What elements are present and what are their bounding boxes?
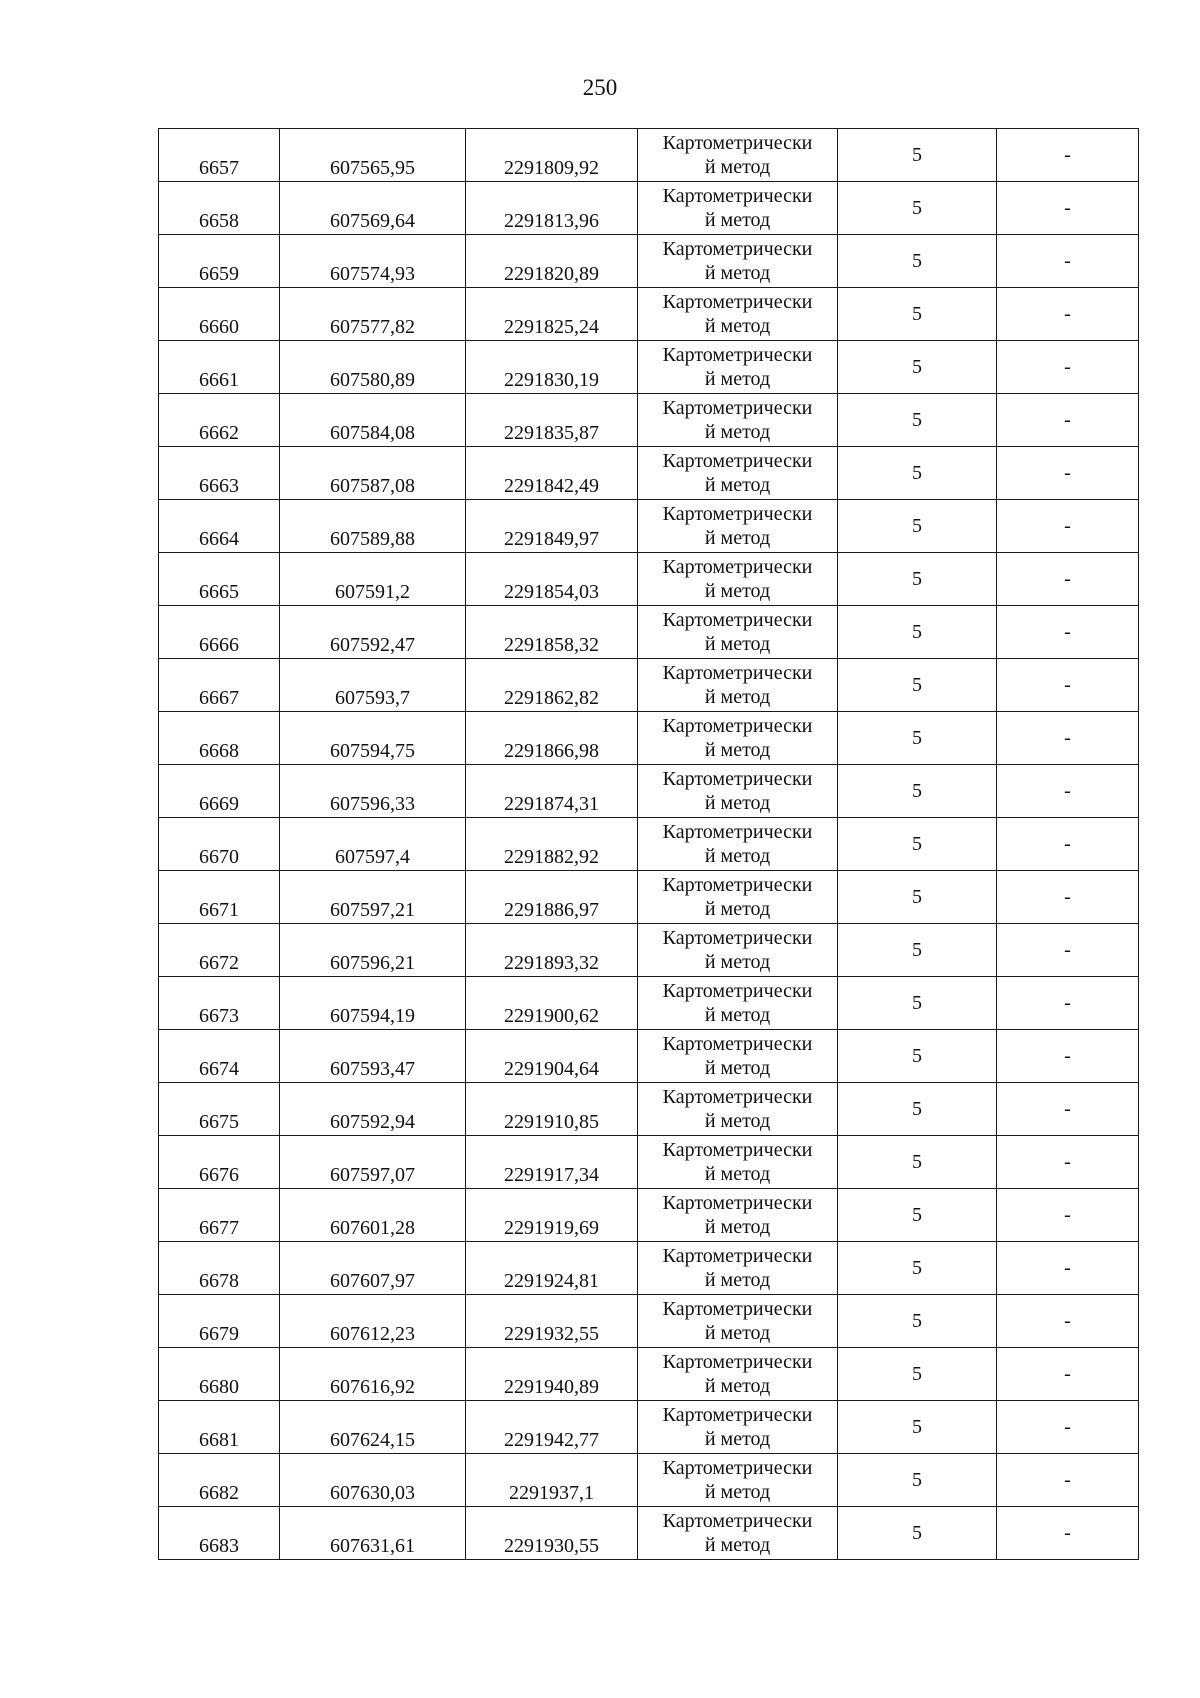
point-number-cell: 6681 — [159, 1401, 280, 1454]
method-cell — [638, 553, 838, 606]
accuracy-cell: 5 — [838, 235, 997, 288]
note-cell: - — [997, 394, 1139, 447]
accuracy-cell: 5 — [838, 765, 997, 818]
method-cell — [638, 1242, 838, 1295]
accuracy-cell: 5 — [838, 1507, 997, 1560]
point-number-cell: 6679 — [159, 1295, 280, 1348]
x-coordinate-cell: 607596,21 — [280, 924, 466, 977]
method-line-1: Картометрически — [662, 1298, 813, 1320]
method-line-2: й метод — [704, 792, 771, 814]
table-row — [159, 765, 1139, 818]
method-cell — [638, 818, 838, 871]
table-row — [159, 1401, 1139, 1454]
method-line-2: й метод — [704, 1375, 771, 1397]
table-row — [159, 606, 1139, 659]
note-cell: - — [997, 765, 1139, 818]
method-line-2: й метод — [704, 686, 771, 708]
y-coordinate-cell: 2291900,62 — [466, 977, 638, 1030]
table-row — [159, 818, 1139, 871]
point-number-cell: 6676 — [159, 1136, 280, 1189]
point-number-cell: 6673 — [159, 977, 280, 1030]
y-coordinate-cell: 2291835,87 — [466, 394, 638, 447]
point-number-cell: 6672 — [159, 924, 280, 977]
table-row — [159, 447, 1139, 500]
x-coordinate-cell: 607601,28 — [280, 1189, 466, 1242]
method-line-1: Картометрически — [662, 662, 813, 684]
accuracy-cell: 5 — [838, 394, 997, 447]
point-number-cell: 6670 — [159, 818, 280, 871]
point-number-cell: 6667 — [159, 659, 280, 712]
table-row — [159, 659, 1139, 712]
method-cell — [638, 977, 838, 1030]
point-number-cell: 6682 — [159, 1454, 280, 1507]
y-coordinate-cell: 2291937,1 — [466, 1454, 638, 1507]
coordinates-table — [158, 128, 1139, 1560]
method-line-2: й метод — [704, 845, 771, 867]
method-line-1: Картометрически — [662, 927, 813, 949]
y-coordinate-cell: 2291858,32 — [466, 606, 638, 659]
table-row — [159, 1136, 1139, 1189]
y-coordinate-cell: 2291930,55 — [466, 1507, 638, 1560]
method-line-1: Картометрически — [662, 1351, 813, 1373]
table-row — [159, 712, 1139, 765]
table-row — [159, 1348, 1139, 1401]
x-coordinate-cell: 607616,92 — [280, 1348, 466, 1401]
table-row — [159, 1189, 1139, 1242]
y-coordinate-cell: 2291830,19 — [466, 341, 638, 394]
note-cell: - — [997, 1030, 1139, 1083]
table-row — [159, 924, 1139, 977]
method-line-1: Картометрически — [662, 556, 813, 578]
method-line-1: Картометрически — [662, 397, 813, 419]
note-cell: - — [997, 924, 1139, 977]
note-cell: - — [997, 818, 1139, 871]
y-coordinate-cell: 2291813,96 — [466, 182, 638, 235]
accuracy-cell: 5 — [838, 500, 997, 553]
x-coordinate-cell: 607587,08 — [280, 447, 466, 500]
point-number-cell: 6663 — [159, 447, 280, 500]
method-line-2: й метод — [704, 368, 771, 390]
method-cell — [638, 1507, 838, 1560]
accuracy-cell: 5 — [838, 1030, 997, 1083]
note-cell: - — [997, 712, 1139, 765]
point-number-cell: 6671 — [159, 871, 280, 924]
accuracy-cell: 5 — [838, 1083, 997, 1136]
x-coordinate-cell: 607594,75 — [280, 712, 466, 765]
method-line-1: Картометрически — [662, 1086, 813, 1108]
accuracy-cell: 5 — [838, 553, 997, 606]
point-number-cell: 6661 — [159, 341, 280, 394]
method-line-2: й метод — [704, 315, 771, 337]
method-line-1: Картометрически — [662, 609, 813, 631]
method-line-1: Картометрически — [662, 1510, 813, 1532]
accuracy-cell: 5 — [838, 129, 997, 182]
y-coordinate-cell: 2291882,92 — [466, 818, 638, 871]
method-line-1: Картометрически — [662, 238, 813, 260]
method-line-1: Картометрически — [662, 291, 813, 313]
method-line-1: Картометрически — [662, 450, 813, 472]
x-coordinate-cell: 607589,88 — [280, 500, 466, 553]
method-line-2: й метод — [704, 1481, 771, 1503]
note-cell: - — [997, 500, 1139, 553]
x-coordinate-cell: 607596,33 — [280, 765, 466, 818]
method-line-1: Картометрически — [662, 1457, 813, 1479]
table-row — [159, 1454, 1139, 1507]
x-coordinate-cell: 607593,47 — [280, 1030, 466, 1083]
note-cell: - — [997, 447, 1139, 500]
note-cell: - — [997, 129, 1139, 182]
x-coordinate-cell: 607630,03 — [280, 1454, 466, 1507]
method-line-2: й метод — [704, 527, 771, 549]
note-cell: - — [997, 659, 1139, 712]
method-line-2: й метод — [704, 1216, 771, 1238]
y-coordinate-cell: 2291917,34 — [466, 1136, 638, 1189]
accuracy-cell: 5 — [838, 871, 997, 924]
note-cell: - — [997, 1242, 1139, 1295]
method-line-1: Картометрически — [662, 344, 813, 366]
note-cell: - — [997, 553, 1139, 606]
y-coordinate-cell: 2291940,89 — [466, 1348, 638, 1401]
point-number-cell: 6683 — [159, 1507, 280, 1560]
method-line-1: Картометрически — [662, 1139, 813, 1161]
note-cell: - — [997, 182, 1139, 235]
x-coordinate-cell: 607597,07 — [280, 1136, 466, 1189]
note-cell: - — [997, 1401, 1139, 1454]
x-coordinate-cell: 607592,47 — [280, 606, 466, 659]
method-line-1: Картометрически — [662, 132, 813, 154]
note-cell: - — [997, 606, 1139, 659]
table-row — [159, 1083, 1139, 1136]
accuracy-cell: 5 — [838, 924, 997, 977]
method-line-2: й метод — [704, 951, 771, 973]
x-coordinate-cell: 607565,95 — [280, 129, 466, 182]
point-number-cell: 6658 — [159, 182, 280, 235]
method-line-1: Картометрически — [662, 503, 813, 525]
note-cell: - — [997, 235, 1139, 288]
point-number-cell: 6662 — [159, 394, 280, 447]
table-row — [159, 553, 1139, 606]
method-cell — [638, 235, 838, 288]
point-number-cell: 6666 — [159, 606, 280, 659]
method-line-2: й метод — [704, 1057, 771, 1079]
accuracy-cell: 5 — [838, 1348, 997, 1401]
point-number-cell: 6664 — [159, 500, 280, 553]
method-cell — [638, 659, 838, 712]
y-coordinate-cell: 2291910,85 — [466, 1083, 638, 1136]
method-cell — [638, 129, 838, 182]
x-coordinate-cell: 607591,2 — [280, 553, 466, 606]
table-row — [159, 288, 1139, 341]
method-cell — [638, 1189, 838, 1242]
method-line-2: й метод — [704, 1004, 771, 1026]
y-coordinate-cell: 2291942,77 — [466, 1401, 638, 1454]
accuracy-cell: 5 — [838, 977, 997, 1030]
accuracy-cell: 5 — [838, 288, 997, 341]
y-coordinate-cell: 2291820,89 — [466, 235, 638, 288]
method-line-2: й метод — [704, 1269, 771, 1291]
method-line-2: й метод — [704, 739, 771, 761]
accuracy-cell: 5 — [838, 1242, 997, 1295]
method-line-2: й метод — [704, 209, 771, 231]
y-coordinate-cell: 2291842,49 — [466, 447, 638, 500]
note-cell: - — [997, 977, 1139, 1030]
y-coordinate-cell: 2291862,82 — [466, 659, 638, 712]
note-cell: - — [997, 1454, 1139, 1507]
note-cell: - — [997, 1295, 1139, 1348]
method-line-2: й метод — [704, 633, 771, 655]
method-line-2: й метод — [704, 156, 771, 178]
method-cell — [638, 182, 838, 235]
table-row — [159, 977, 1139, 1030]
point-number-cell: 6668 — [159, 712, 280, 765]
y-coordinate-cell: 2291904,64 — [466, 1030, 638, 1083]
y-coordinate-cell: 2291849,97 — [466, 500, 638, 553]
x-coordinate-cell: 607584,08 — [280, 394, 466, 447]
method-cell — [638, 288, 838, 341]
method-line-1: Картометрически — [662, 768, 813, 790]
method-line-2: й метод — [704, 898, 771, 920]
y-coordinate-cell: 2291866,98 — [466, 712, 638, 765]
method-line-1: Картометрически — [662, 1245, 813, 1267]
method-line-2: й метод — [704, 421, 771, 443]
note-cell: - — [997, 288, 1139, 341]
table-row — [159, 235, 1139, 288]
x-coordinate-cell: 607624,15 — [280, 1401, 466, 1454]
method-cell — [638, 712, 838, 765]
point-number-cell: 6660 — [159, 288, 280, 341]
accuracy-cell: 5 — [838, 341, 997, 394]
x-coordinate-cell: 607612,23 — [280, 1295, 466, 1348]
note-cell: - — [997, 341, 1139, 394]
method-line-2: й метод — [704, 1163, 771, 1185]
method-cell — [638, 1401, 838, 1454]
note-cell: - — [997, 1136, 1139, 1189]
x-coordinate-cell: 607593,7 — [280, 659, 466, 712]
method-line-2: й метод — [704, 262, 771, 284]
method-line-1: Картометрически — [662, 821, 813, 843]
y-coordinate-cell: 2291932,55 — [466, 1295, 638, 1348]
point-number-cell: 6678 — [159, 1242, 280, 1295]
table-row — [159, 182, 1139, 235]
method-cell — [638, 341, 838, 394]
method-line-1: Картометрически — [662, 1033, 813, 1055]
method-line-1: Картометрически — [662, 1404, 813, 1426]
y-coordinate-cell: 2291809,92 — [466, 129, 638, 182]
y-coordinate-cell: 2291874,31 — [466, 765, 638, 818]
y-coordinate-cell: 2291924,81 — [466, 1242, 638, 1295]
accuracy-cell: 5 — [838, 606, 997, 659]
method-cell — [638, 871, 838, 924]
x-coordinate-cell: 607577,82 — [280, 288, 466, 341]
note-cell: - — [997, 871, 1139, 924]
accuracy-cell: 5 — [838, 1454, 997, 1507]
method-line-2: й метод — [704, 1534, 771, 1556]
point-number-cell: 6680 — [159, 1348, 280, 1401]
note-cell: - — [997, 1189, 1139, 1242]
table-row — [159, 341, 1139, 394]
table-row — [159, 1295, 1139, 1348]
method-line-1: Картометрически — [662, 1192, 813, 1214]
method-line-2: й метод — [704, 1322, 771, 1344]
accuracy-cell: 5 — [838, 1295, 997, 1348]
method-cell — [638, 1136, 838, 1189]
method-line-1: Картометрически — [662, 980, 813, 1002]
x-coordinate-cell: 607574,93 — [280, 235, 466, 288]
method-line-2: й метод — [704, 1428, 771, 1450]
table-row — [159, 500, 1139, 553]
point-number-cell: 6659 — [159, 235, 280, 288]
accuracy-cell: 5 — [838, 1136, 997, 1189]
accuracy-cell: 5 — [838, 1189, 997, 1242]
y-coordinate-cell: 2291854,03 — [466, 553, 638, 606]
method-cell — [638, 606, 838, 659]
note-cell: - — [997, 1507, 1139, 1560]
page-number: 250 — [582, 75, 618, 100]
method-cell — [638, 1348, 838, 1401]
method-cell — [638, 1030, 838, 1083]
point-number-cell: 6665 — [159, 553, 280, 606]
point-number-cell: 6669 — [159, 765, 280, 818]
method-line-1: Картометрически — [662, 185, 813, 207]
accuracy-cell: 5 — [838, 1401, 997, 1454]
method-cell — [638, 924, 838, 977]
note-cell: - — [997, 1083, 1139, 1136]
method-cell — [638, 1295, 838, 1348]
method-cell — [638, 765, 838, 818]
method-line-2: й метод — [704, 580, 771, 602]
x-coordinate-cell: 607592,94 — [280, 1083, 466, 1136]
method-line-2: й метод — [704, 474, 771, 496]
method-cell — [638, 1454, 838, 1507]
point-number-cell: 6677 — [159, 1189, 280, 1242]
method-line-1: Картометрически — [662, 874, 813, 896]
table-row — [159, 1030, 1139, 1083]
accuracy-cell: 5 — [838, 447, 997, 500]
method-line-1: Картометрически — [662, 715, 813, 737]
x-coordinate-cell: 607580,89 — [280, 341, 466, 394]
point-number-cell: 6657 — [159, 129, 280, 182]
coordinates-table-body — [159, 129, 1139, 1560]
method-cell — [638, 500, 838, 553]
x-coordinate-cell: 607594,19 — [280, 977, 466, 1030]
y-coordinate-cell: 2291919,69 — [466, 1189, 638, 1242]
x-coordinate-cell: 607607,97 — [280, 1242, 466, 1295]
y-coordinate-cell: 2291886,97 — [466, 871, 638, 924]
point-number-cell: 6674 — [159, 1030, 280, 1083]
x-coordinate-cell: 607569,64 — [280, 182, 466, 235]
point-number-cell: 6675 — [159, 1083, 280, 1136]
method-line-2: й метод — [704, 1110, 771, 1132]
x-coordinate-cell: 607597,21 — [280, 871, 466, 924]
table-row — [159, 871, 1139, 924]
method-cell — [638, 1083, 838, 1136]
y-coordinate-cell: 2291893,32 — [466, 924, 638, 977]
method-cell — [638, 447, 838, 500]
table-row — [159, 1507, 1139, 1560]
note-cell: - — [997, 1348, 1139, 1401]
accuracy-cell: 5 — [838, 712, 997, 765]
table-row — [159, 129, 1139, 182]
accuracy-cell: 5 — [838, 182, 997, 235]
table-row — [159, 1242, 1139, 1295]
x-coordinate-cell: 607631,61 — [280, 1507, 466, 1560]
accuracy-cell: 5 — [838, 659, 997, 712]
x-coordinate-cell: 607597,4 — [280, 818, 466, 871]
accuracy-cell: 5 — [838, 818, 997, 871]
table-row — [159, 394, 1139, 447]
method-cell — [638, 394, 838, 447]
y-coordinate-cell: 2291825,24 — [466, 288, 638, 341]
